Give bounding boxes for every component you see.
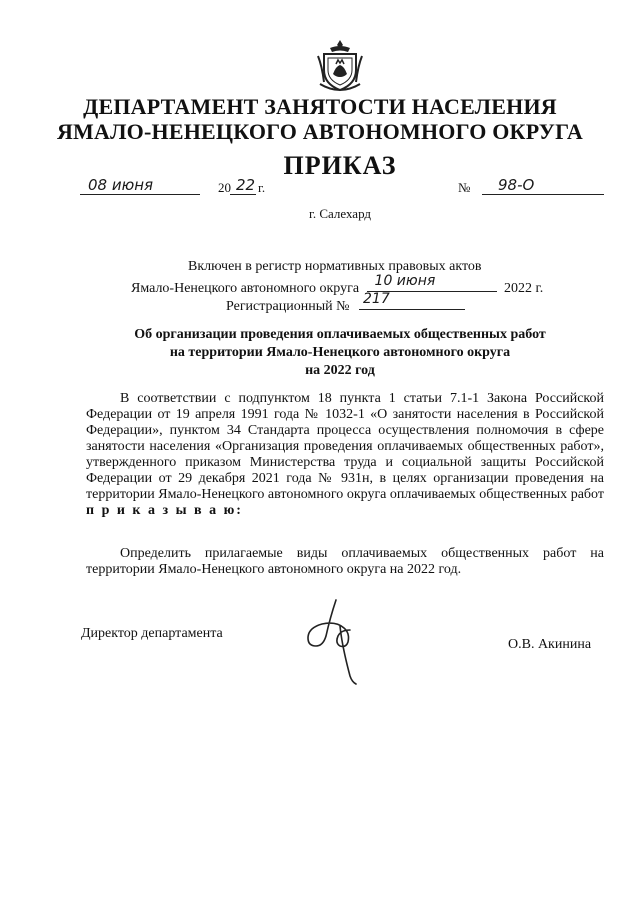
order-number: [458, 176, 608, 200]
body-paragraph-1: [86, 391, 604, 519]
registry-line2-suffix: 2022 г.: [504, 281, 544, 296]
registry-line2-prefix: Ямало-Ненецкого автономного округа: [131, 281, 360, 296]
year-underline: [230, 194, 256, 195]
number-sign: №: [458, 180, 471, 195]
department-name-line2: ЯМАЛО-НЕНЕЦКОГО АВТОНОМНОГО ОКРУГА: [56, 119, 584, 144]
registry-line2: [131, 273, 544, 297]
subject-line2: на территории Ямало-Ненецкого автономного округа: [169, 345, 511, 360]
handwritten-registry-number: 217: [363, 291, 390, 307]
order-subject: [100, 326, 580, 380]
handwritten-year: 22: [236, 176, 256, 194]
subject-line3: на 2022 год: [305, 363, 375, 378]
handwritten-signature: [296, 596, 368, 686]
handwritten-date: 08 июня: [88, 176, 154, 194]
signatory-position: Директор департамента: [81, 626, 223, 641]
registry-date-blank: [367, 273, 497, 292]
subject-line1: Об организации проведения оплачиваемых общественных работ: [134, 327, 546, 342]
order-date: [80, 176, 280, 200]
signatory-name: О.В. Акинина: [508, 637, 592, 652]
number-underline: [482, 194, 604, 195]
registry-number-blank: [359, 291, 465, 310]
handwritten-number: 98-О: [498, 176, 535, 194]
city: г. Салехард: [308, 206, 372, 221]
date-underline: [80, 194, 200, 195]
department-name-line1: ДЕПАРТАМЕНТ ЗАНЯТОСТИ НАСЕЛЕНИЯ: [83, 94, 557, 119]
order-title: ПРИКАЗ: [283, 151, 397, 180]
handwritten-registry-date: 10 июня: [374, 273, 436, 289]
year-suffix: г.: [258, 180, 266, 195]
year-prefix: 20: [218, 180, 231, 195]
order-verb: п р и к а з ы в а ю:: [86, 503, 243, 518]
body-paragraph-2: Определить прилагаемые виды оплачиваемых общественных работ на территории Ямало-Ненецкого автономного округа на 2022 год.: [86, 546, 604, 577]
registry-number-label: Регистрационный №: [226, 299, 350, 314]
registry-line1: Включен в регистр нормативных правовых актов: [188, 259, 482, 274]
paragraph1-text: В соответствии с подпунктом 18 пункта 1 статьи 7.1-1 Закона Российской Федерации от 19 апреля 1991 года № 1032-1 «О занятости населения в Российской Федерации», пунктом 34 Стандарта процесса осуществления полномочия в сфере занятости населения «Организация проведения оплачиваемых общественных работ», утвержденного приказом Министерства труда и социальной защиты Российской Федерации от 29 декабря 2021 года № 931н, в целях организации проведения на территории Ямало-Ненецкого автономного округа оплачиваемых общественных работ: [86, 391, 604, 502]
coat-of-arms-icon: [316, 38, 364, 94]
registry-line3: [226, 291, 465, 315]
